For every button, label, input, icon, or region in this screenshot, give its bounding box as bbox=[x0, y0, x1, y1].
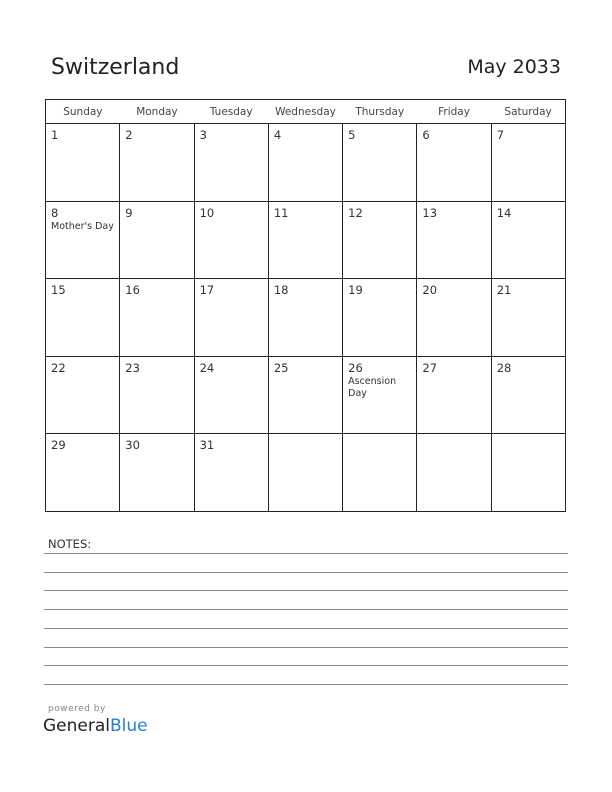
day-number: 27 bbox=[422, 360, 438, 375]
weekday-header: Tuesday bbox=[194, 100, 268, 124]
country-title: Switzerland bbox=[51, 55, 180, 80]
day-cell bbox=[268, 279, 342, 357]
day-cell bbox=[491, 356, 565, 434]
notes-line bbox=[44, 553, 568, 554]
day-number: 24 bbox=[199, 360, 215, 375]
day-number: 18 bbox=[273, 283, 289, 298]
day-number: 30 bbox=[125, 438, 140, 453]
day-number: 15 bbox=[51, 283, 66, 298]
day-number: 3 bbox=[199, 128, 207, 142]
day-cell bbox=[194, 124, 268, 202]
day-number: 22 bbox=[51, 360, 66, 375]
day-number: 31 bbox=[199, 438, 215, 453]
day-number: 5 bbox=[348, 128, 356, 142]
notes-line bbox=[44, 590, 568, 591]
notes-line bbox=[44, 628, 568, 629]
notes-line bbox=[44, 684, 568, 685]
day-number: 13 bbox=[422, 205, 438, 220]
day-cell bbox=[343, 434, 417, 512]
day-number: 14 bbox=[496, 205, 512, 220]
day-number: 16 bbox=[125, 283, 140, 298]
day-number: 21 bbox=[496, 283, 512, 298]
day-number: 19 bbox=[348, 283, 363, 298]
notes-line bbox=[44, 647, 568, 648]
day-number: 28 bbox=[496, 360, 512, 375]
day-number: 6 bbox=[422, 128, 430, 142]
day-cell bbox=[491, 124, 565, 202]
week-row bbox=[46, 124, 566, 202]
powered-by-text: powered by bbox=[48, 704, 106, 714]
day-cell bbox=[120, 356, 194, 434]
holiday-label: Mother's Day bbox=[51, 220, 114, 232]
day-cell bbox=[491, 201, 565, 279]
day-cell bbox=[491, 434, 565, 512]
day-cell bbox=[491, 279, 565, 357]
day-number: 7 bbox=[496, 128, 505, 142]
day-cell bbox=[417, 201, 491, 279]
day-cell bbox=[343, 279, 417, 357]
day-cell bbox=[343, 201, 417, 279]
week-row bbox=[46, 356, 566, 434]
brand-blue: Blue bbox=[110, 716, 148, 736]
day-cell bbox=[343, 124, 417, 202]
calendar-grid bbox=[45, 99, 566, 512]
day-cell bbox=[46, 124, 120, 202]
day-cell bbox=[46, 356, 120, 434]
day-number: 9 bbox=[125, 205, 133, 220]
day-cell bbox=[268, 434, 342, 512]
month-year-title: May 2033 bbox=[467, 56, 561, 78]
day-cell bbox=[194, 279, 268, 357]
day-cell bbox=[120, 279, 194, 357]
week-row bbox=[46, 279, 566, 357]
weekday-header: Sunday bbox=[46, 100, 120, 124]
day-cell bbox=[194, 356, 268, 434]
day-number: 2 bbox=[125, 128, 133, 142]
day-cell bbox=[194, 434, 268, 512]
weekday-header: Wednesday bbox=[268, 100, 342, 124]
day-cell bbox=[417, 124, 491, 202]
day-cell bbox=[417, 434, 491, 512]
weekday-header: Saturday bbox=[491, 100, 565, 124]
day-number: 20 bbox=[422, 283, 438, 298]
weekday-header: Monday bbox=[120, 100, 194, 124]
notes-line bbox=[44, 572, 568, 573]
day-number: 4 bbox=[273, 128, 282, 142]
day-number: 12 bbox=[348, 205, 363, 220]
week-row bbox=[46, 201, 566, 279]
notes-label: NOTES: bbox=[48, 537, 92, 551]
notes-line bbox=[44, 609, 568, 610]
day-cell bbox=[46, 434, 120, 512]
weekday-header: Friday bbox=[417, 100, 491, 124]
day-cell bbox=[417, 279, 491, 357]
notes-line bbox=[44, 665, 568, 666]
day-number: 11 bbox=[273, 205, 289, 220]
week-row bbox=[46, 434, 566, 512]
day-number: 26 bbox=[348, 360, 363, 375]
day-cell bbox=[343, 356, 417, 434]
day-number: 17 bbox=[199, 283, 215, 298]
day-cell bbox=[268, 201, 342, 279]
day-cell bbox=[268, 124, 342, 202]
day-cell bbox=[46, 279, 120, 357]
day-number: 25 bbox=[273, 360, 289, 375]
weekday-header: Thursday bbox=[343, 100, 417, 124]
day-cell bbox=[194, 201, 268, 279]
day-cell bbox=[120, 434, 194, 512]
day-number: 10 bbox=[199, 205, 215, 220]
day-cell bbox=[120, 201, 194, 279]
day-number: 8 bbox=[51, 205, 59, 220]
day-cell bbox=[120, 124, 194, 202]
day-cell bbox=[417, 356, 491, 434]
holiday-label: Ascension Day bbox=[348, 375, 397, 399]
day-number: 1 bbox=[51, 128, 59, 142]
day-number: 29 bbox=[51, 438, 66, 453]
brand-general: General bbox=[43, 716, 110, 736]
generalblue-logo bbox=[43, 716, 148, 736]
day-cell bbox=[46, 201, 120, 279]
day-cell bbox=[268, 356, 342, 434]
day-number: 23 bbox=[125, 360, 140, 375]
